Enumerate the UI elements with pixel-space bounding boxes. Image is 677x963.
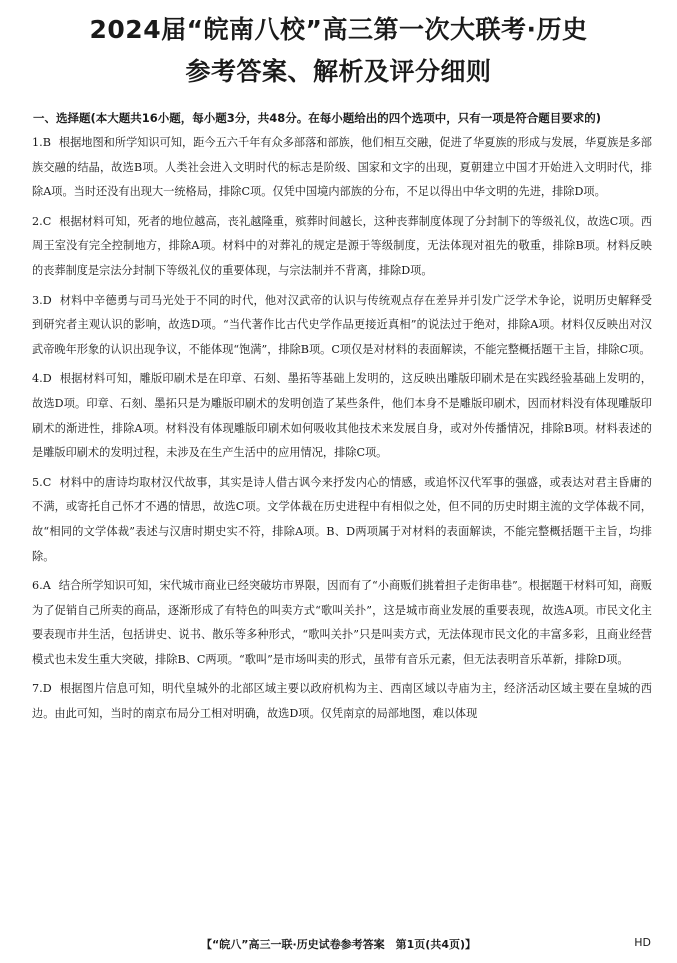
section-heading: 一、选择题(本大题共16小题，每小题3分，共48分。在每小题给出的四个选项中，只有一项是符合题目要求的) bbox=[33, 111, 602, 125]
page-subtitle: 参考答案、解析及评分细则 bbox=[185, 57, 492, 86]
answer-item-4 bbox=[32, 367, 652, 465]
answer-item-1 bbox=[32, 131, 652, 205]
answer-number: 6. bbox=[32, 579, 43, 593]
answer-explanation: 根据材料可知，死者的地位越高，丧礼越隆重，殡葬时间越长，这种丧葬制度体现了分封制下的等级礼仪，故选C项。西周王室没有完全控制地方，排除A项。材料中的对葬礼的规定是源于等级制度，无法体现对祖先的敬重，排除B项。材料反映的丧葬制度是宗法分封制下等级礼仪的重要体现，与宗法制并不背离，排除D项。 bbox=[32, 214, 652, 277]
answer-number: 7. bbox=[32, 682, 43, 696]
answer-explanation: 根据图片信息可知，明代皇城外的北部区域主要以政府机构为主、西南区域以寺庙为主，经济活动区域主要在皇城的西边。由此可知，当时的南京布局分工相对明确，故选D项。仅凭南京的局部地图，难以体现 bbox=[32, 682, 652, 721]
answer-letter: A bbox=[42, 579, 51, 593]
page-title: 2024届“皖南八校”高三第一次大联考·历史 bbox=[89, 15, 588, 44]
answer-item-5 bbox=[32, 471, 652, 569]
answer-number: 2. bbox=[32, 214, 43, 228]
answer-letter: B bbox=[42, 136, 51, 149]
answer-explanation: 根据地图和所学知识可知，距今五六千年有众多部落和部族，他们相互交融，促进了华夏族的形成与发展，华夏族是多部族交融的结晶，故选B项。人类社会进入文明时代的标志是阶级、国家和文字的出现，夏朝建立中国才开始进入文明时代，排除A项。当时还没有出现大一统格局，排除C项。仅凭中国境内部族的分布，不足以得出中华文明的先进，排除D项。 bbox=[32, 136, 652, 199]
answer-explanation: 材料中的唐诗均取材汉代故事，其实是诗人借古讽今来抒发内心的情感，或追怀汉代军事的强盛，或表达对君主昏庸的不满，或寄托自己怀才不遇的情思，故选C项。文学体裁在历史进程中有相似之处，但不同的历史时期主流的文学体裁不同，故“相同的文学体裁”表述与汉唐时期史实不符，排除A项。B、D两项属于对材料的表面解读，不能完整概括题干主旨，均排除。 bbox=[32, 475, 652, 563]
answer-letter: D bbox=[42, 372, 52, 386]
answer-item-6 bbox=[32, 574, 652, 672]
answer-letter: C bbox=[42, 214, 52, 228]
answer-explanation: 材料中辛德勇与司马光处于不同的时代，他对汉武帝的认识与传统观点存在差异并引发广泛学术争论，说明历史解释受到研究者主观认识的影响，故选D项。“当代著作比古代史学作品更接近真相”的说法过于绝对，排除A项。材料仅反映出对汉武帝晚年形象的认识出现争议，不能体现“饱满”，排除B项。C项仅是对材料的表面解读，不能完整概括题干主旨，排除C项。 bbox=[32, 293, 652, 356]
answer-number: 3. bbox=[32, 293, 43, 307]
answer-number: 1. bbox=[32, 136, 43, 149]
answer-explanation: 结合所学知识可知，宋代城市商业已经突破坊市界限，因而有了“小商贩们挑着担子走街串巷”。根据题干材料可知，商贩为了促销自己所卖的商品，逐渐形成了有特色的叫卖方式“歌叫关扑”，这是城市商业发展的重要表现，故选A项。市民文化主要表现市井生活，包括讲史、说书、散乐等多种形式，“歌叫关扑”只是叫卖方式，无法体现市民文化的丰富多彩，且商业经营模式也未发生重大突破，排除B、C两项。“歌叫”是市场叫卖的形式，虽带有音乐元素，但无法表明音乐革新，排除D项。 bbox=[32, 579, 652, 666]
answer-item-3 bbox=[32, 289, 652, 363]
answer-number: 5. bbox=[32, 475, 43, 489]
page-footer: 【“皖八”高三一联·历史试卷参考答案 第1页(共4页)】 bbox=[201, 938, 476, 951]
answer-item-7 bbox=[32, 677, 652, 726]
answer-list bbox=[32, 131, 652, 732]
answer-letter: D bbox=[42, 682, 52, 696]
answer-letter: C bbox=[42, 475, 52, 489]
answer-item-2 bbox=[32, 210, 652, 284]
footer-code: HD bbox=[634, 936, 651, 949]
answer-letter: D bbox=[42, 293, 52, 307]
answer-number: 4. bbox=[32, 372, 43, 386]
answer-explanation: 根据材料可知，雕版印刷术是在印章、石刻、墨拓等基础上发明的，这反映出雕版印刷术是在实践经验基础上发明的，故选D项。印章、石刻、墨拓只是为雕版印刷术的发明创造了某些条件，他们本身不是雕版印刷术，因而材料没有体现雕版印刷术的渐进性，排除A项。材料没有体现雕版印刷术如何吸收其他技术来发展自身，或对外传播情况，排除B项。材料表述的是雕版印刷术的发明过程，未涉及在生产生活中的应用情况，排除C项。 bbox=[32, 372, 652, 460]
